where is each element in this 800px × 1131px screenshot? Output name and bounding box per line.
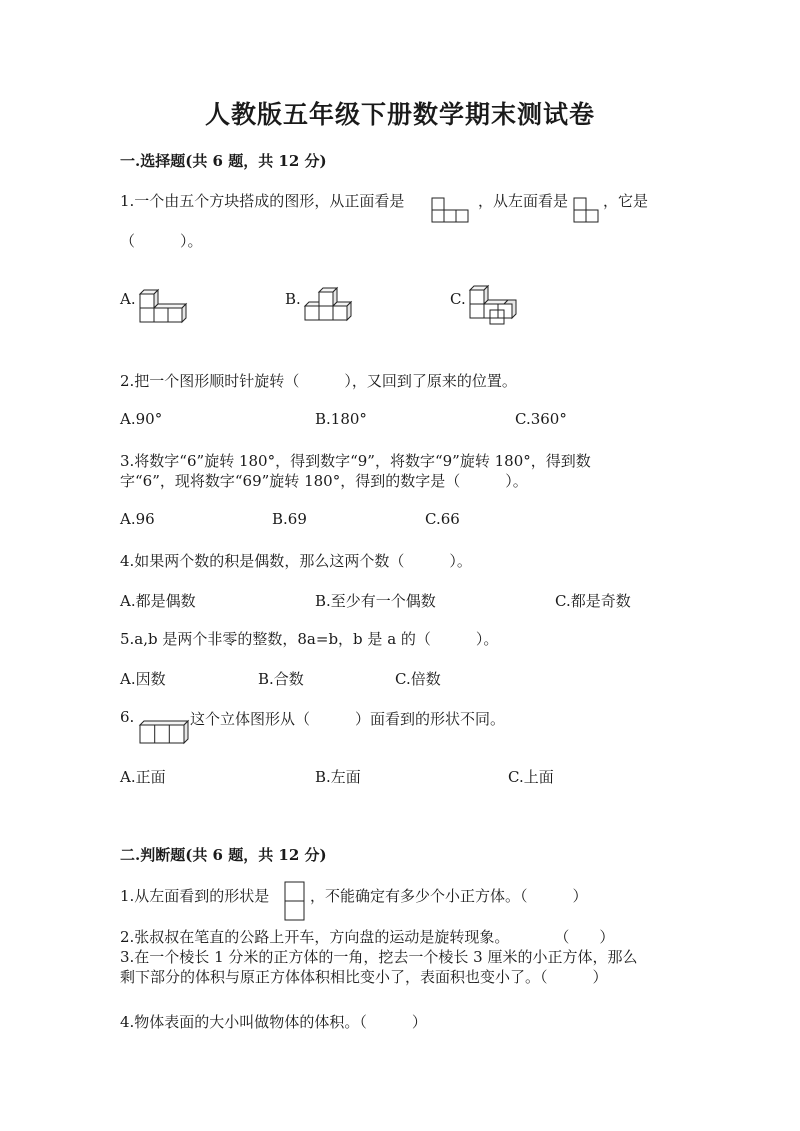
q3-text-line2: 字“6”，现将数字“69”旋转 180°，得到的数字是（ ）。	[120, 472, 528, 490]
judge-q2-text: 2.张叔叔在笔直的公路上开车，方向盘的运动是旋转现象。 （ ）	[120, 928, 615, 946]
judge-q4-text: 4.物体表面的大小叫做物体的体积。（ ）	[120, 1013, 427, 1031]
judge-q1-text-part2: ，不能确定有多少个小正方体。（ ）	[310, 887, 588, 905]
q6-option-c[interactable]: C.上面	[508, 768, 554, 786]
q4-option-a[interactable]: A.都是偶数	[120, 592, 196, 610]
q1-option-b[interactable]: B.	[285, 290, 301, 308]
q1-text-part3: ，它是	[603, 192, 649, 210]
option-a-cubes-figure	[138, 288, 186, 328]
q2-text: 2.把一个图形顺时针旋转（ ），又回到了原来的位置。	[120, 372, 517, 390]
q1-text-line2: （ ）。	[120, 232, 203, 250]
q1-option-c[interactable]: C.	[450, 290, 466, 308]
q6-text: 这个立体图形从（ ）面看到的形状不同。	[190, 710, 506, 728]
option-c-cubes-figure	[468, 284, 518, 330]
front-view-figure	[431, 197, 471, 225]
q2-option-b[interactable]: B.180°	[315, 410, 367, 428]
section-2-header: 二.判断题(共 6 题，共 12 分)	[120, 846, 327, 864]
q4-text: 4.如果两个数的积是偶数，那么这两个数（ ）。	[120, 552, 472, 570]
option-b-cubes-figure	[303, 286, 353, 328]
page-title: 人教版五年级下册数学期末测试卷	[204, 100, 595, 129]
judge-q3-text-line2: 剩下部分的体积与原正方体体积相比变小了，表面积也变小了。（ ）	[120, 968, 608, 986]
q6-option-a[interactable]: A.正面	[120, 768, 166, 786]
q3-text-line1: 3.将数字“6”旋转 180°，得到数字“9”，将数字“9”旋转 180°，得到数	[120, 452, 591, 470]
q4-option-c[interactable]: C.都是奇数	[555, 592, 631, 610]
judge-q1-left-view-figure	[283, 880, 307, 922]
left-view-figure	[573, 197, 603, 225]
q5-option-a[interactable]: A.因数	[120, 670, 166, 688]
q1-text-part1: 1.一个由五个方块搭成的图形，从正面看是	[120, 192, 405, 210]
q5-text: 5.a,b 是两个非零的整数，8a=b，b 是 a 的（ ）。	[120, 630, 499, 648]
q2-option-c[interactable]: C.360°	[515, 410, 567, 428]
q2-option-a[interactable]: A.90°	[120, 410, 163, 428]
q5-option-c[interactable]: C.倍数	[395, 670, 441, 688]
q5-option-b[interactable]: B.合数	[258, 670, 304, 688]
q6-option-b[interactable]: B.左面	[315, 768, 361, 786]
q3-option-b[interactable]: B.69	[272, 510, 307, 528]
judge-q3-text-line1: 3.在一个棱长 1 分米的正方体的一角，挖去一个棱长 3 厘米的小正方体，那么	[120, 948, 638, 966]
q3-option-a[interactable]: A.96	[120, 510, 155, 528]
q1-option-a[interactable]: A.	[120, 290, 136, 308]
q1-text-part2: ，从左面看是	[478, 192, 569, 210]
section-1-header: 一.选择题(共 6 题，共 12 分)	[120, 152, 327, 170]
q3-option-c[interactable]: C.66	[425, 510, 460, 528]
q4-option-b[interactable]: B.至少有一个偶数	[315, 592, 436, 610]
q6-number: 6.	[120, 708, 135, 726]
q6-cuboid-figure	[138, 719, 190, 745]
judge-q1-text-part1: 1.从左面看到的形状是	[120, 887, 270, 905]
